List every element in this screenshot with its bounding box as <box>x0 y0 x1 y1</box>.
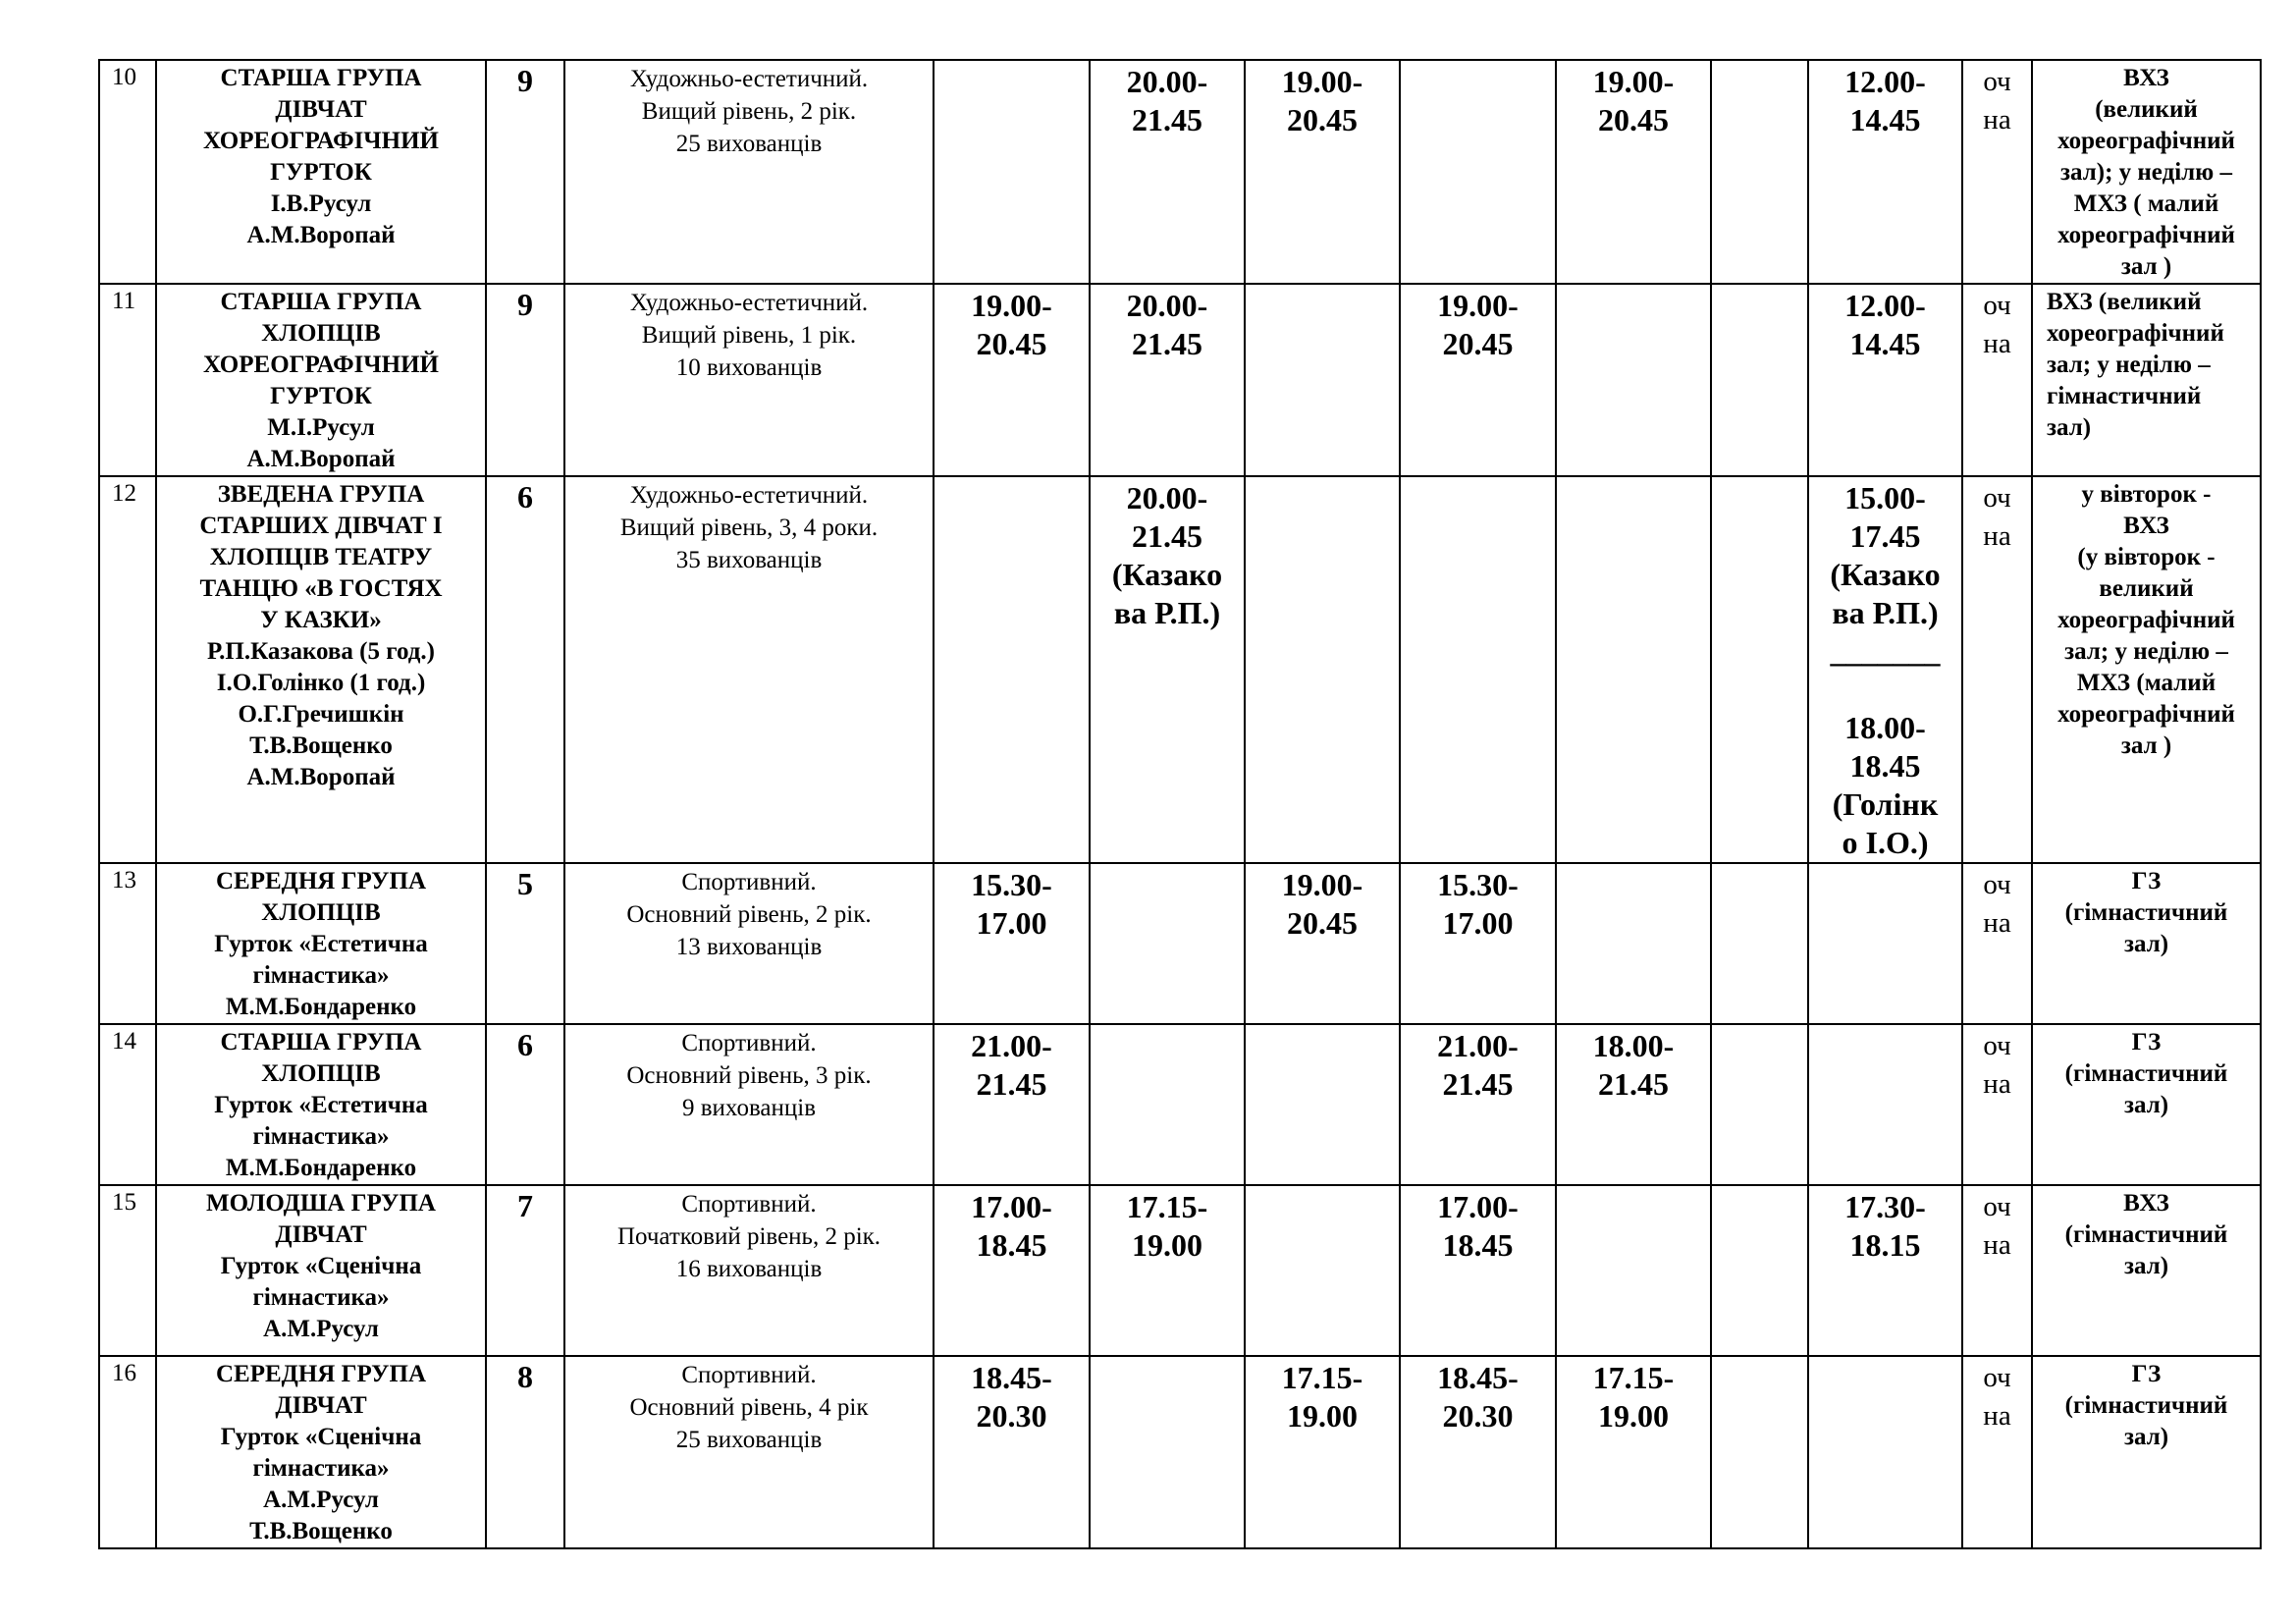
time-line: 21.45 <box>1132 102 1202 137</box>
group-line: Р.П.Казакова (5 год.) <box>207 638 435 665</box>
group-cell <box>156 1185 486 1356</box>
group-line: СТАРША ГРУПА <box>220 289 422 315</box>
row-number: 16 <box>99 1356 156 1548</box>
time-line: 21.45 <box>1132 326 1202 361</box>
study-form-cell <box>1962 1356 2032 1548</box>
group-cell <box>156 476 486 863</box>
form-line: на <box>1983 1400 2011 1432</box>
study-form-cell <box>1962 60 2032 284</box>
time-line: 21.45 <box>1442 1066 1514 1102</box>
table-row <box>99 476 2261 863</box>
row-number: 13 <box>99 863 156 1024</box>
group-line: ГУРТОК <box>270 159 372 186</box>
time-line: 20.45 <box>1598 102 1669 137</box>
time-line: 18.00- <box>1844 710 1926 745</box>
time-line: 15.00- <box>1844 480 1926 515</box>
time-line: 20.00- <box>1126 64 1208 99</box>
location-cell <box>2032 1185 2261 1356</box>
form-line: оч <box>1983 66 2011 97</box>
time-line: 15.30- <box>971 867 1052 902</box>
time-line: 19.00- <box>971 288 1052 323</box>
time-line: 19.00 <box>1287 1398 1358 1434</box>
hours-cell: 6 <box>486 1024 564 1185</box>
day-col-4 <box>1400 1024 1556 1185</box>
location-line: у вівторок - <box>2081 481 2212 508</box>
direction-line: Художньо-естетичний. <box>629 482 869 509</box>
group-line: М.М.Бондаренко <box>225 994 417 1020</box>
group-line: СТАРША ГРУПА <box>220 1029 422 1056</box>
time-line: 21.45 <box>1132 518 1202 554</box>
day-col-5 <box>1556 60 1711 284</box>
time-line: 18.45- <box>1437 1360 1519 1395</box>
group-cell <box>156 284 486 476</box>
row-number: 11 <box>99 284 156 476</box>
day-col-5 <box>1556 1024 1711 1185</box>
direction-line: 25 вихованців <box>675 131 823 157</box>
time-line: 19.00 <box>1132 1227 1202 1263</box>
group-line: ХЛОПЦІВ ТЕАТРУ <box>209 544 433 570</box>
direction-line: Спортивний. <box>681 1030 817 1056</box>
direction-line: 9 вихованців <box>681 1095 817 1121</box>
table-row <box>99 1356 2261 1548</box>
time-line: 20.45 <box>976 326 1047 361</box>
form-line: на <box>1983 1229 2011 1261</box>
group-line: О.Г.Гречишкін <box>238 701 404 728</box>
time-line: 20.45 <box>1287 905 1358 941</box>
time-line: 18.15 <box>1849 1227 1921 1263</box>
group-line: А.М.Русул <box>263 1316 379 1342</box>
day-col-6 <box>1711 1024 1808 1185</box>
location-cell <box>2032 863 2261 1024</box>
direction-cell <box>564 863 934 1024</box>
form-line: на <box>1983 520 2011 552</box>
location-cell <box>2032 284 2261 476</box>
location-line: зал) <box>2123 931 2169 957</box>
day-col-5 <box>1556 1185 1711 1356</box>
group-line: М.І.Русул <box>267 414 375 441</box>
group-line: Гурток «Сценічна <box>220 1253 422 1279</box>
schedule-table <box>98 59 2262 1549</box>
form-line: на <box>1983 328 2011 359</box>
day-col-7 <box>1808 863 1962 1024</box>
group-line: ХОРЕОГРАФІЧНИЙ <box>203 352 439 378</box>
group-line: гімнастика» <box>252 1123 390 1150</box>
group-line: СЕРЕДНЯ ГРУПА <box>215 868 427 894</box>
study-form-cell <box>1962 1024 2032 1185</box>
direction-line: Спортивний. <box>681 869 817 895</box>
location-cell <box>2032 60 2261 284</box>
location-line: ВХЗ <box>2123 513 2169 539</box>
time-line: 14.45 <box>1849 102 1921 137</box>
direction-line: 10 вихованців <box>675 354 823 381</box>
day-col-1 <box>934 1356 1090 1548</box>
direction-line: 13 вихованців <box>675 934 823 960</box>
table-row <box>99 863 2261 1024</box>
location-line: зал) <box>2047 414 2092 441</box>
time-line: 20.00- <box>1126 480 1208 515</box>
location-line: зал) <box>2123 1092 2169 1118</box>
time-line: 17.45 <box>1849 518 1921 554</box>
group-line: МОЛОДША ГРУПА <box>206 1190 436 1217</box>
form-line: оч <box>1983 1362 2011 1393</box>
location-line: ВХЗ (великий <box>2047 289 2202 315</box>
table-row <box>99 60 2261 284</box>
time-line: 21.45 <box>976 1066 1047 1102</box>
group-line: ХЛОПЦІВ <box>261 1060 381 1087</box>
hours-cell: 6 <box>486 476 564 863</box>
time-line <box>1809 671 1961 709</box>
group-line: Гурток «Естетична <box>214 1092 428 1118</box>
time-line: 18.45 <box>1849 748 1921 784</box>
time-line: 19.00- <box>1437 288 1519 323</box>
time-line: о І.О.) <box>1842 825 1929 860</box>
time-line: 19.00 <box>1598 1398 1669 1434</box>
group-line: М.М.Бондаренко <box>225 1155 417 1181</box>
hours-cell: 8 <box>486 1356 564 1548</box>
location-line: ГЗ <box>2131 1361 2162 1387</box>
row-number: 15 <box>99 1185 156 1356</box>
day-col-5 <box>1556 1356 1711 1548</box>
group-line: А.М.Воропай <box>246 222 396 248</box>
group-cell <box>156 60 486 284</box>
direction-line: 25 вихованців <box>675 1427 823 1453</box>
study-form-cell <box>1962 476 2032 863</box>
group-line: А.М.Русул <box>263 1487 379 1513</box>
time-line: 14.45 <box>1849 326 1921 361</box>
group-line: ТАНЦЮ «В ГОСТЯХ <box>199 575 443 602</box>
day-col-6 <box>1711 1185 1808 1356</box>
group-line: У КАЗКИ» <box>260 607 382 633</box>
day-col-4 <box>1400 863 1556 1024</box>
table-row <box>99 1024 2261 1185</box>
group-cell <box>156 1024 486 1185</box>
location-line: хореографічний <box>2047 320 2224 347</box>
time-line: 17.15- <box>1281 1360 1363 1395</box>
location-line: (гімнастичний <box>2064 1392 2228 1419</box>
day-col-3 <box>1245 60 1400 284</box>
hours-cell: 9 <box>486 284 564 476</box>
group-cell <box>156 1356 486 1548</box>
location-line: великий <box>2099 575 2194 602</box>
day-col-3 <box>1245 1356 1400 1548</box>
time-line: 15.30- <box>1437 867 1519 902</box>
table-row <box>99 1185 2261 1356</box>
group-line: А.М.Воропай <box>246 446 396 472</box>
day-col-6 <box>1711 476 1808 863</box>
time-line: 18.00- <box>1592 1028 1675 1063</box>
location-line: ГЗ <box>2131 1029 2162 1056</box>
form-line: на <box>1983 104 2011 135</box>
day-col-2 <box>1090 476 1245 863</box>
day-col-3 <box>1245 476 1400 863</box>
day-col-7 <box>1808 1356 1962 1548</box>
direction-line: Художньо-естетичний. <box>629 290 869 316</box>
day-col-6 <box>1711 60 1808 284</box>
day-col-1 <box>934 863 1090 1024</box>
table-row <box>99 284 2261 476</box>
group-line: ХЛОПЦІВ <box>261 899 381 926</box>
day-col-2 <box>1090 1185 1245 1356</box>
time-line: 19.00- <box>1592 64 1675 99</box>
day-col-7 <box>1808 60 1962 284</box>
group-cell <box>156 863 486 1024</box>
hours-cell: 7 <box>486 1185 564 1356</box>
day-col-6 <box>1711 284 1808 476</box>
day-col-1 <box>934 60 1090 284</box>
direction-line: Початковий рівень, 2 рік. <box>616 1223 881 1250</box>
time-line: (Голінк <box>1832 786 1939 822</box>
group-line: СЕРЕДНЯ ГРУПА <box>215 1361 427 1387</box>
day-col-3 <box>1245 863 1400 1024</box>
form-line: оч <box>1983 1191 2011 1222</box>
location-line: ВХЗ <box>2123 65 2169 91</box>
direction-cell <box>564 1185 934 1356</box>
day-col-7 <box>1808 476 1962 863</box>
day-col-3 <box>1245 284 1400 476</box>
location-line: ВХЗ <box>2123 1190 2169 1217</box>
time-line: (Казако <box>1830 557 1941 592</box>
time-line: 20.45 <box>1442 326 1514 361</box>
direction-line: Спортивний. <box>681 1191 817 1218</box>
direction-line: Основний рівень, 4 рік <box>629 1394 869 1421</box>
location-line: зал; у неділю – <box>2047 352 2211 378</box>
location-cell <box>2032 476 2261 863</box>
direction-line: Вищий рівень, 2 рік. <box>641 98 857 125</box>
direction-line: Художньо-естетичний. <box>629 66 869 92</box>
location-line: зал ) <box>2120 253 2172 280</box>
study-form-cell <box>1962 863 2032 1024</box>
group-line: ДІВЧАТ <box>275 1392 367 1419</box>
location-line: МХЗ (малий <box>2076 670 2216 696</box>
time-line: 17.00 <box>976 905 1047 941</box>
day-col-1 <box>934 1024 1090 1185</box>
form-line: оч <box>1983 1030 2011 1061</box>
hours-cell: 9 <box>486 60 564 284</box>
location-line: зал); у неділю – <box>2059 159 2233 186</box>
day-col-2 <box>1090 1024 1245 1185</box>
group-line: ЗВЕДЕНА ГРУПА <box>217 481 425 508</box>
group-line: І.О.Голінко (1 год.) <box>216 670 426 696</box>
day-col-2 <box>1090 1356 1245 1548</box>
time-line: 18.45 <box>1442 1227 1514 1263</box>
location-cell <box>2032 1024 2261 1185</box>
time-line: 20.00- <box>1126 288 1208 323</box>
time-line: 20.30 <box>976 1398 1047 1434</box>
time-line: 12.00- <box>1844 64 1926 99</box>
group-line: І.В.Русул <box>270 190 372 217</box>
location-line: гімнастичний <box>2047 383 2202 409</box>
time-line: 20.30 <box>1442 1398 1514 1434</box>
location-line: МХЗ ( малий <box>2073 190 2219 217</box>
day-col-1 <box>934 1185 1090 1356</box>
location-line: (гімнастичний <box>2064 1060 2228 1087</box>
group-line: гімнастика» <box>252 1284 390 1311</box>
direction-cell <box>564 1356 934 1548</box>
day-col-4 <box>1400 1185 1556 1356</box>
time-line: ва Р.П.) <box>1113 595 1221 630</box>
form-line: на <box>1983 907 2011 939</box>
direction-line: 16 вихованців <box>675 1256 823 1282</box>
row-number: 14 <box>99 1024 156 1185</box>
group-line: ДІВЧАТ <box>275 1221 367 1248</box>
location-line: (у вівторок - <box>2077 544 2216 570</box>
group-line: Т.В.Вощенко <box>249 732 393 759</box>
direction-line: 35 вихованців <box>675 547 823 573</box>
location-line: зал; у неділю – <box>2064 638 2228 665</box>
direction-line: Вищий рівень, 1 рік. <box>641 322 857 349</box>
time-line: 18.45- <box>971 1360 1052 1395</box>
time-line: 21.45 <box>1598 1066 1669 1102</box>
location-line: зал) <box>2123 1253 2169 1279</box>
location-line: хореографічний <box>2057 701 2235 728</box>
group-line: СТАРШИХ ДІВЧАТ І <box>199 513 443 539</box>
location-line: зал) <box>2123 1424 2169 1450</box>
form-line: оч <box>1983 869 2011 900</box>
hours-cell: 5 <box>486 863 564 1024</box>
location-line: хореографічний <box>2057 128 2235 154</box>
row-number: 10 <box>99 60 156 284</box>
group-line: Т.В.Вощенко <box>249 1518 393 1544</box>
day-col-5 <box>1556 284 1711 476</box>
study-form-cell <box>1962 284 2032 476</box>
time-line: 12.00- <box>1844 288 1926 323</box>
time-line: _______ <box>1830 633 1941 669</box>
time-line: 21.00- <box>1437 1028 1519 1063</box>
study-form-cell <box>1962 1185 2032 1356</box>
location-line: зал ) <box>2120 732 2172 759</box>
location-line: хореографічний <box>2057 607 2235 633</box>
time-line: 18.45 <box>976 1227 1047 1263</box>
location-line: (великий <box>2095 96 2198 123</box>
schedule-body <box>99 60 2261 1548</box>
group-line: гімнастика» <box>252 1455 390 1482</box>
time-line: 17.00 <box>1442 905 1514 941</box>
day-col-5 <box>1556 863 1711 1024</box>
day-col-4 <box>1400 60 1556 284</box>
form-line: оч <box>1983 482 2011 514</box>
direction-cell <box>564 1024 934 1185</box>
row-number: 12 <box>99 476 156 863</box>
day-col-4 <box>1400 1356 1556 1548</box>
time-line: ва Р.П.) <box>1832 595 1939 630</box>
direction-line: Основний рівень, 3 рік. <box>626 1062 872 1089</box>
group-line: А.М.Воропай <box>246 764 396 790</box>
day-col-4 <box>1400 476 1556 863</box>
form-line: оч <box>1983 290 2011 321</box>
time-line: (Казако <box>1111 557 1223 592</box>
group-line: ДІВЧАТ <box>275 96 367 123</box>
time-line: 20.45 <box>1287 102 1358 137</box>
group-line: Гурток «Сценічна <box>220 1424 422 1450</box>
direction-line: Спортивний. <box>681 1362 817 1388</box>
time-line: 19.00- <box>1281 64 1363 99</box>
time-line: 17.15- <box>1592 1360 1675 1395</box>
day-col-1 <box>934 284 1090 476</box>
time-line: 21.00- <box>971 1028 1052 1063</box>
day-col-6 <box>1711 1356 1808 1548</box>
group-line: ХЛОПЦІВ <box>261 320 381 347</box>
time-line: 17.30- <box>1844 1189 1926 1224</box>
direction-cell <box>564 60 934 284</box>
time-line: 17.00- <box>1437 1189 1519 1224</box>
day-col-7 <box>1808 1024 1962 1185</box>
location-line: (гімнастичний <box>2064 899 2228 926</box>
day-col-7 <box>1808 284 1962 476</box>
day-col-2 <box>1090 60 1245 284</box>
location-line: ГЗ <box>2131 868 2162 894</box>
day-col-6 <box>1711 863 1808 1024</box>
form-line: на <box>1983 1068 2011 1100</box>
group-line: ХОРЕОГРАФІЧНИЙ <box>203 128 439 154</box>
day-col-4 <box>1400 284 1556 476</box>
time-line: 17.00- <box>971 1189 1052 1224</box>
day-col-2 <box>1090 284 1245 476</box>
group-line: гімнастика» <box>252 962 390 989</box>
group-line: Гурток «Естетична <box>214 931 428 957</box>
day-col-5 <box>1556 476 1711 863</box>
direction-cell <box>564 476 934 863</box>
time-line: 19.00- <box>1281 867 1363 902</box>
day-col-3 <box>1245 1185 1400 1356</box>
direction-line: Основний рівень, 2 рік. <box>626 901 872 928</box>
location-line: хореографічний <box>2057 222 2235 248</box>
time-line: 17.15- <box>1126 1189 1208 1224</box>
direction-cell <box>564 284 934 476</box>
group-line: ГУРТОК <box>270 383 372 409</box>
day-col-2 <box>1090 863 1245 1024</box>
day-col-3 <box>1245 1024 1400 1185</box>
location-cell <box>2032 1356 2261 1548</box>
day-col-7 <box>1808 1185 1962 1356</box>
day-col-1 <box>934 476 1090 863</box>
direction-line: Вищий рівень, 3, 4 роки. <box>619 514 879 541</box>
group-line: СТАРША ГРУПА <box>220 65 422 91</box>
location-line: (гімнастичний <box>2064 1221 2228 1248</box>
